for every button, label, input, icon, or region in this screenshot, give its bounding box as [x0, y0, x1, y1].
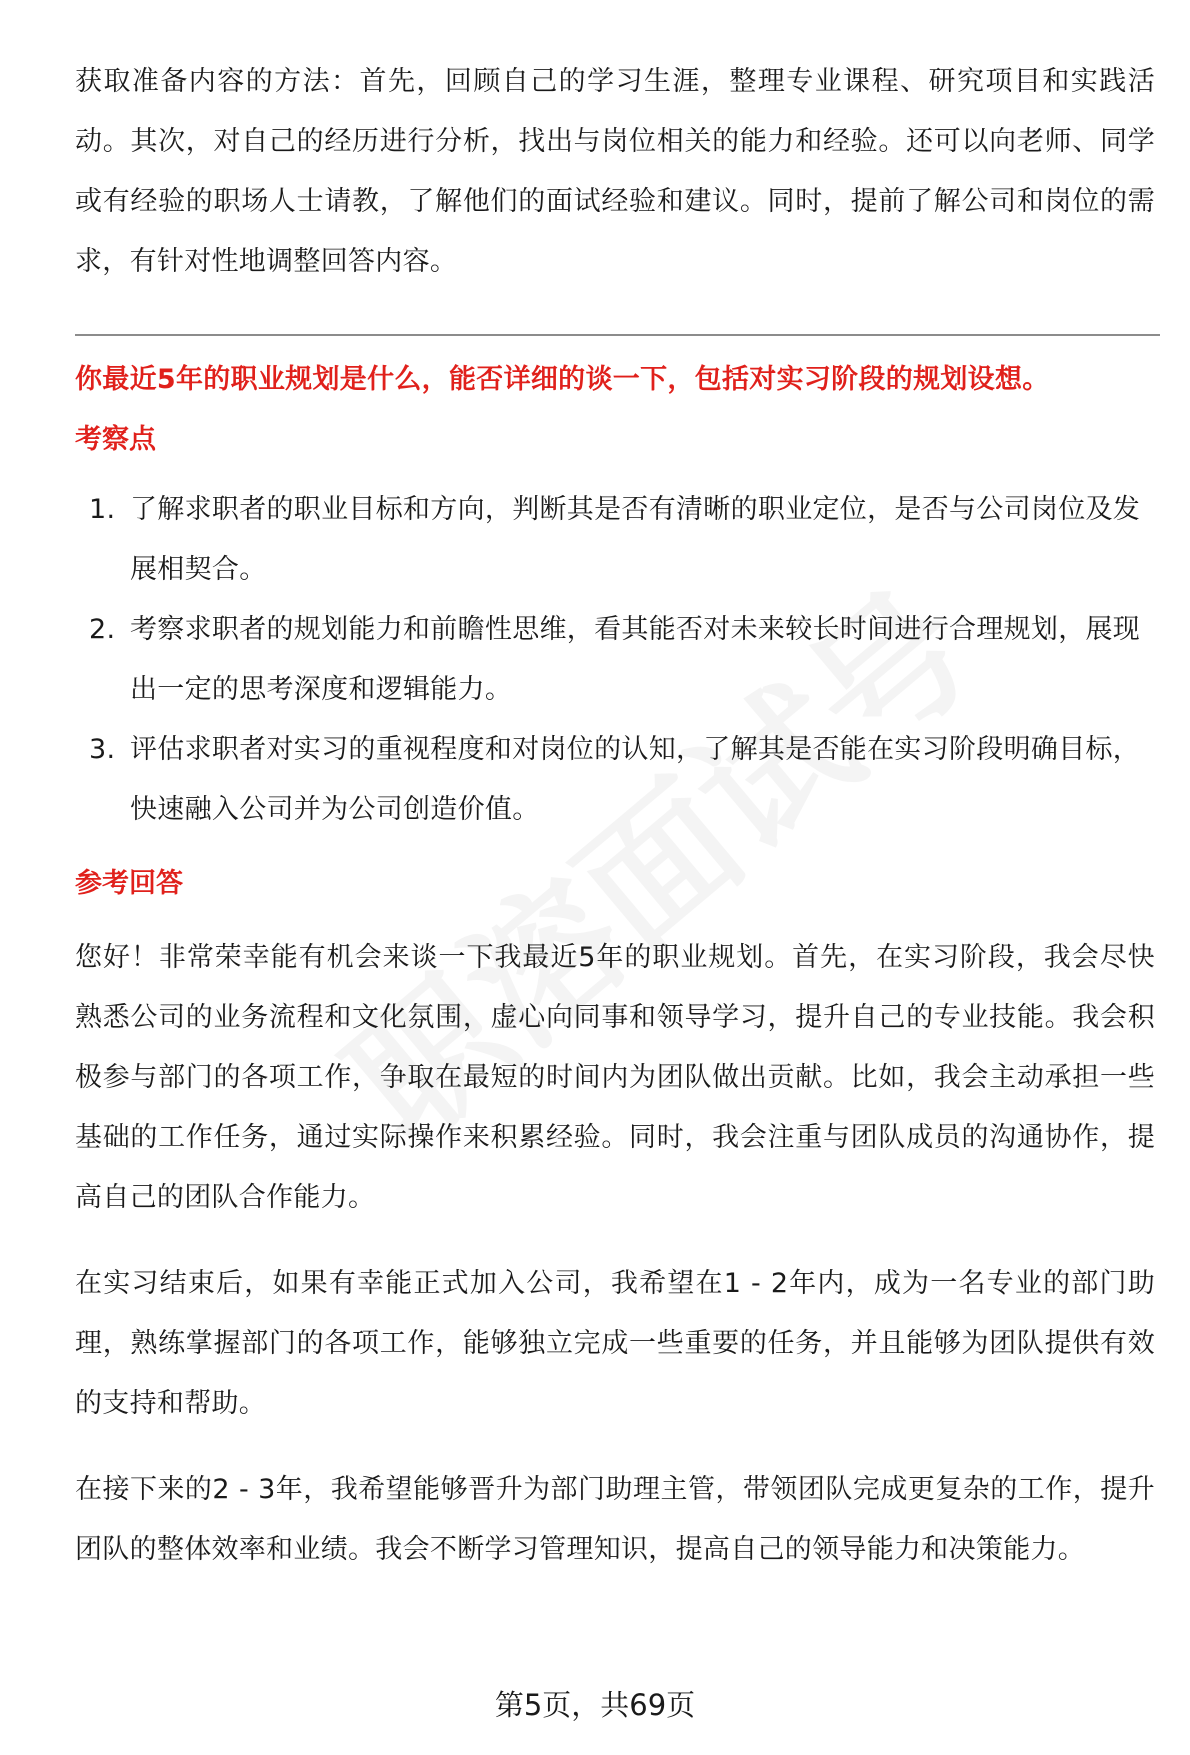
focus-item-number: 2.	[89, 614, 116, 645]
focus-item-number: 1.	[89, 494, 116, 525]
focus-item-number: 3.	[89, 734, 116, 765]
focus-item	[75, 480, 1155, 600]
answer-paragraph: 在实习结束后，如果有幸能正式加入公司，我希望在1 - 2年内，成为一名专业的部门助理，熟练掌握部门的各项工作，能够独立完成一些重要的任务，并且能够为团队提供有效的支持和帮助。	[75, 1268, 1155, 1419]
focus-item-text: 考察求职者的规划能力和前瞻性思维，看其能否对未来较长时间进行合理规划，展现出一定的思考深度和逻辑能力。	[130, 614, 1141, 705]
focus-item-text: 评估求职者对实习的重视程度和对岗位的认知，了解其是否能在实习阶段明确目标，快速融入公司并为公司创造价值。	[130, 734, 1141, 825]
focus-item-text: 了解求职者的职业目标和方向，判断其是否有清晰的职业定位，是否与公司岗位及发展相契合。	[130, 494, 1141, 585]
section-divider	[75, 334, 1160, 336]
focus-list	[75, 480, 1155, 840]
answer-paragraph: 您好！非常荣幸能有机会来谈一下我最近5年的职业规划。首先，在实习阶段，我会尽快熟悉公司的业务流程和文化氛围，虚心向同事和领导学习，提升自己的专业技能。我会积极参与部门的各项工作，争取在最短的时间内为团队做出贡献。比如，我会主动承担一些基础的工作任务，通过实际操作来积累经验。同时，我会注重与团队成员的沟通协作，提高自己的团队合作能力。	[75, 942, 1155, 1213]
answer-paragraph: 在接下来的2 - 3年，我希望能够晋升为部门助理主管，带领团队完成更复杂的工作，提升团队的整体效率和业绩。我会不断学习管理知识，提高自己的领导能力和决策能力。	[75, 1474, 1155, 1565]
page-content	[75, 52, 1155, 1580]
page-number-footer: 第5页，共69页	[494, 1688, 696, 1722]
focus-heading: 考察点	[75, 424, 156, 455]
answer-heading: 参考回答	[75, 868, 183, 899]
interview-question: 你最近5年的职业规划是什么，能否详细的谈一下，包括对实习阶段的规划设想。	[75, 364, 1050, 395]
focus-item	[75, 600, 1155, 720]
focus-item	[75, 720, 1155, 840]
intro-paragraph: 获取准备内容的方法：首先，回顾自己的学习生涯，整理专业课程、研究项目和实践活动。其次，对自己的经历进行分析，找出与岗位相关的能力和经验。还可以向老师、同学或有经验的职场人士请教，了解他们的面试经验和建议。同时，提前了解公司和岗位的需求，有针对性地调整回答内容。	[75, 66, 1155, 277]
